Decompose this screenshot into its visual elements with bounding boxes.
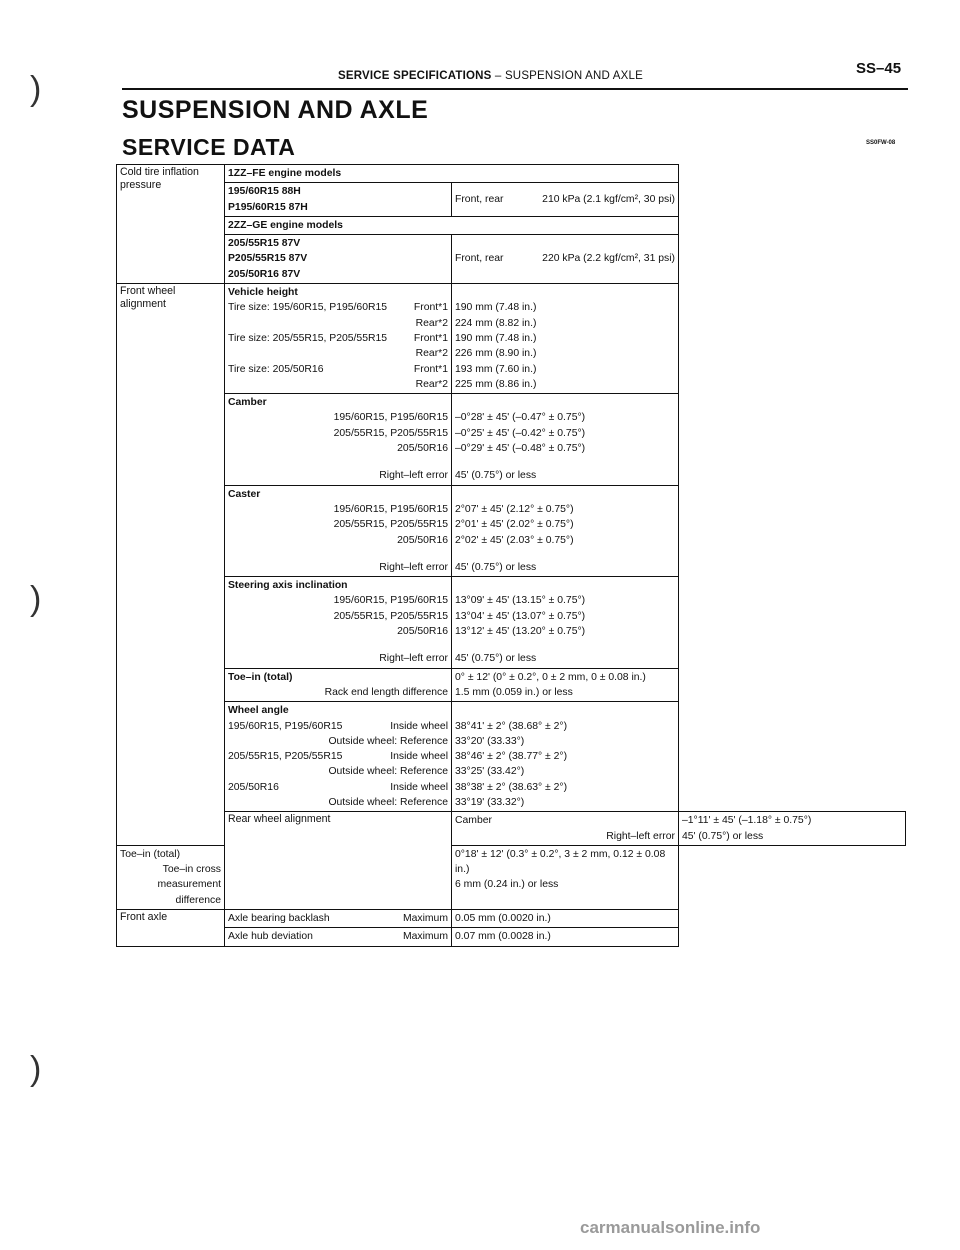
rear-camber-values bbox=[679, 812, 906, 846]
table-row bbox=[117, 485, 906, 576]
pressure-position: Front, rear bbox=[455, 253, 504, 265]
tire-size: 205/55R15, P205/55R15 bbox=[333, 519, 448, 531]
tire-size: 205/55R15 87V bbox=[228, 238, 301, 250]
error-value: 45' (0.75°) or less bbox=[455, 470, 537, 482]
tire-size: P205/55R15 87V bbox=[228, 253, 308, 265]
error-label: Right–left error bbox=[379, 653, 448, 665]
category-front-axle: Front axle bbox=[117, 910, 225, 947]
rear-toe-sub-value: 6 mm (0.24 in.) or less bbox=[455, 879, 559, 891]
caster-value: 2°01' ± 45' (2.02° ± 0.75°) bbox=[455, 519, 574, 531]
tire-size: Tire size: 195/60R15, P195/60R15 bbox=[228, 302, 388, 314]
table-row bbox=[117, 668, 906, 702]
header-section: SERVICE SPECIFICATIONS bbox=[338, 70, 492, 82]
rear-toe-title: Toe–in (total) bbox=[120, 848, 181, 860]
tire-size: 205/50R16 bbox=[228, 781, 279, 793]
category-rear-alignment: Rear wheel alignment bbox=[225, 812, 452, 910]
tire-size: 205/55R15, P205/55R15 bbox=[333, 427, 448, 439]
rear-camber-title: Camber bbox=[455, 815, 492, 827]
toe-in-values bbox=[452, 668, 679, 702]
axle-position: Front*1 bbox=[413, 363, 448, 375]
height-value: 193 mm (7.60 in.) bbox=[455, 363, 537, 375]
rear-camber-error-label: Right–left error bbox=[606, 830, 675, 842]
tire-size: 205/50R16 bbox=[397, 534, 448, 546]
tire-size: 205/55R15, P205/55R15 bbox=[333, 610, 448, 622]
axle-position: Rear*2 bbox=[415, 317, 448, 329]
camber-values bbox=[452, 394, 679, 485]
wheel-position: Inside wheel bbox=[390, 781, 448, 793]
page-number: SS–45 bbox=[856, 60, 902, 77]
table-row bbox=[117, 928, 906, 946]
engine-group-2zz: 2ZZ–GE engine models bbox=[225, 216, 679, 234]
tire-size: 205/50R16 bbox=[397, 443, 448, 455]
axle-position: Rear*2 bbox=[415, 378, 448, 390]
pressure-1zz bbox=[452, 183, 679, 217]
service-data-table bbox=[116, 164, 906, 947]
toe-in-value: 0° ± 12' (0° ± 0.2°, 0 ± 2 mm, 0 ± 0.08 in.) bbox=[455, 671, 646, 683]
table-row bbox=[117, 165, 906, 183]
height-value: 224 mm (8.82 in.) bbox=[455, 317, 537, 329]
deviation-label-cell bbox=[225, 928, 452, 946]
binder-mark: ) bbox=[30, 1050, 42, 1088]
deviation-label: Axle hub deviation bbox=[228, 931, 313, 943]
tire-size: Tire size: 205/55R15, P205/55R15 bbox=[228, 332, 388, 344]
axle-position: Front*1 bbox=[413, 332, 448, 344]
tire-list-2zz bbox=[225, 235, 452, 284]
header-rule bbox=[122, 88, 908, 90]
wheel-position: Outside wheel: Reference bbox=[328, 766, 448, 778]
table-row bbox=[117, 284, 906, 394]
error-label: Right–left error bbox=[379, 470, 448, 482]
header-separator: – bbox=[494, 70, 502, 82]
caster-value: 2°07' ± 45' (2.12° ± 0.75°) bbox=[455, 503, 574, 515]
vehicle-height-title: Vehicle height bbox=[228, 287, 298, 299]
category-front-alignment: Front wheel alignment bbox=[117, 284, 225, 846]
table-row bbox=[117, 812, 906, 846]
tire-size: 205/50R16 bbox=[397, 626, 448, 638]
steering-title: Steering axis inclination bbox=[228, 580, 348, 592]
toe-in-sub-value: 1.5 mm (0.059 in.) or less bbox=[455, 686, 573, 698]
tire-size: Tire size: 205/50R16 bbox=[228, 363, 324, 375]
table-row bbox=[117, 910, 906, 928]
error-value: 45' (0.75°) or less bbox=[455, 653, 537, 665]
binder-mark: ) bbox=[30, 70, 42, 108]
tire-size: 195/60R15, P195/60R15 bbox=[333, 412, 448, 424]
rear-toe-sub-label: Toe–in cross measurement difference bbox=[157, 864, 221, 906]
backlash-label: Axle bearing backlash bbox=[228, 913, 330, 925]
deviation-value: 0.07 mm (0.0028 in.) bbox=[452, 928, 679, 946]
wheel-angle-labels bbox=[225, 702, 452, 812]
pressure-2zz bbox=[452, 235, 679, 284]
wheel-angle-title: Wheel angle bbox=[228, 705, 289, 717]
header-subsection: SUSPENSION AND AXLE bbox=[504, 70, 643, 82]
axle-position: Front*1 bbox=[413, 302, 448, 314]
tire-size: 195/60R15, P195/60R15 bbox=[333, 503, 448, 515]
table-row bbox=[117, 216, 906, 234]
backlash-label-cell bbox=[225, 910, 452, 928]
page-title: SUSPENSION AND AXLE bbox=[122, 96, 429, 124]
rear-toe-values bbox=[452, 845, 679, 909]
deviation-qualifier: Maximum bbox=[402, 931, 448, 943]
axle-position: Rear*2 bbox=[415, 348, 448, 360]
wheel-position: Inside wheel bbox=[390, 751, 448, 763]
steering-value: 13°09' ± 45' (13.15° ± 0.75°) bbox=[455, 595, 586, 607]
tire-size: 195/60R15, P195/60R15 bbox=[333, 595, 448, 607]
binder-mark: ) bbox=[30, 580, 42, 618]
camber-value: –0°28' ± 45' (–0.47° ± 0.75°) bbox=[455, 412, 586, 424]
wheel-angle-value: 33°19' (33.32°) bbox=[455, 796, 525, 808]
height-value: 190 mm (7.48 in.) bbox=[455, 302, 537, 314]
tire-list-1zz bbox=[225, 183, 452, 217]
table-row bbox=[117, 235, 906, 284]
wheel-angle-value: 38°41' ± 2° (38.68° ± 2°) bbox=[455, 720, 568, 732]
camber-value: –0°29' ± 45' (–0.48° ± 0.75°) bbox=[455, 443, 586, 455]
wheel-position: Outside wheel: Reference bbox=[328, 796, 448, 808]
toe-in-title: Toe–in (total) bbox=[228, 671, 293, 683]
caster-values bbox=[452, 485, 679, 576]
rear-camber-error-value: 45' (0.75°) or less bbox=[682, 830, 764, 842]
steering-labels bbox=[225, 577, 452, 668]
category-cold-tire: Cold tire inflation pressure bbox=[117, 165, 225, 284]
wheel-angle-values bbox=[452, 702, 679, 812]
wheel-angle-value: 33°20' (33.33°) bbox=[455, 735, 525, 747]
pressure-position: Front, rear bbox=[455, 193, 504, 205]
toe-in-labels bbox=[225, 668, 452, 702]
page-subtitle: SERVICE DATA bbox=[122, 134, 296, 160]
steering-value: 13°04' ± 45' (13.07° ± 0.75°) bbox=[455, 610, 586, 622]
vehicle-height-labels bbox=[225, 284, 452, 394]
rear-toe-value: 0°18' ± 12' (0.3° ± 0.2°, 3 ± 2 mm, 0.12 ± 0.08 in.) bbox=[455, 848, 666, 876]
caster-value: 2°02' ± 45' (2.03° ± 0.75°) bbox=[455, 534, 574, 546]
rear-camber-labels bbox=[452, 812, 679, 846]
tire-size: 195/60R15, P195/60R15 bbox=[228, 720, 343, 732]
vehicle-height-values bbox=[452, 284, 679, 394]
tire-size: P195/60R15 87H bbox=[228, 201, 308, 213]
wheel-position: Outside wheel: Reference bbox=[328, 735, 448, 747]
document-code: SS0FW-08 bbox=[866, 140, 896, 146]
table-row bbox=[117, 577, 906, 668]
tire-size: 205/55R15, P205/55R15 bbox=[228, 751, 343, 763]
wheel-position: Inside wheel bbox=[390, 720, 448, 732]
toe-in-sub-label: Rack end length difference bbox=[324, 686, 448, 698]
error-value: 45' (0.75°) or less bbox=[455, 561, 537, 573]
steering-value: 13°12' ± 45' (13.20° ± 0.75°) bbox=[455, 626, 586, 638]
rear-camber-value: –1°11' ± 45' (–1.18° ± 0.75°) bbox=[682, 815, 812, 827]
table-row bbox=[117, 702, 906, 812]
engine-group-1zz: 1ZZ–FE engine models bbox=[225, 165, 679, 183]
camber-labels bbox=[225, 394, 452, 485]
tire-size: 195/60R15 88H bbox=[228, 186, 301, 198]
camber-title: Camber bbox=[228, 397, 267, 409]
table-row bbox=[117, 394, 906, 485]
pressure-value: 210 kPa (2.1 kgf/cm², 30 psi) bbox=[542, 193, 675, 205]
height-value: 190 mm (7.48 in.) bbox=[455, 332, 537, 344]
caster-title: Caster bbox=[228, 488, 261, 500]
wheel-angle-value: 38°46' ± 2° (38.77° ± 2°) bbox=[455, 751, 568, 763]
backlash-qualifier: Maximum bbox=[402, 913, 448, 925]
table-row bbox=[117, 183, 906, 217]
height-value: 226 mm (8.90 in.) bbox=[455, 348, 537, 360]
pressure-value: 220 kPa (2.2 kgf/cm², 31 psi) bbox=[542, 253, 675, 265]
wheel-angle-value: 38°38' ± 2° (38.63° ± 2°) bbox=[455, 781, 568, 793]
error-label: Right–left error bbox=[379, 561, 448, 573]
watermark: carmanualsonline.info bbox=[580, 1218, 761, 1237]
caster-labels bbox=[225, 485, 452, 576]
wheel-angle-value: 33°25' (33.42°) bbox=[455, 766, 525, 778]
steering-values bbox=[452, 577, 679, 668]
running-header bbox=[338, 70, 643, 82]
tire-size: 205/50R16 87V bbox=[228, 268, 301, 280]
height-value: 225 mm (8.86 in.) bbox=[455, 378, 537, 390]
backlash-value: 0.05 mm (0.0020 in.) bbox=[452, 910, 679, 928]
camber-value: –0°25' ± 45' (–0.42° ± 0.75°) bbox=[455, 427, 586, 439]
rear-toe-labels bbox=[117, 845, 225, 909]
